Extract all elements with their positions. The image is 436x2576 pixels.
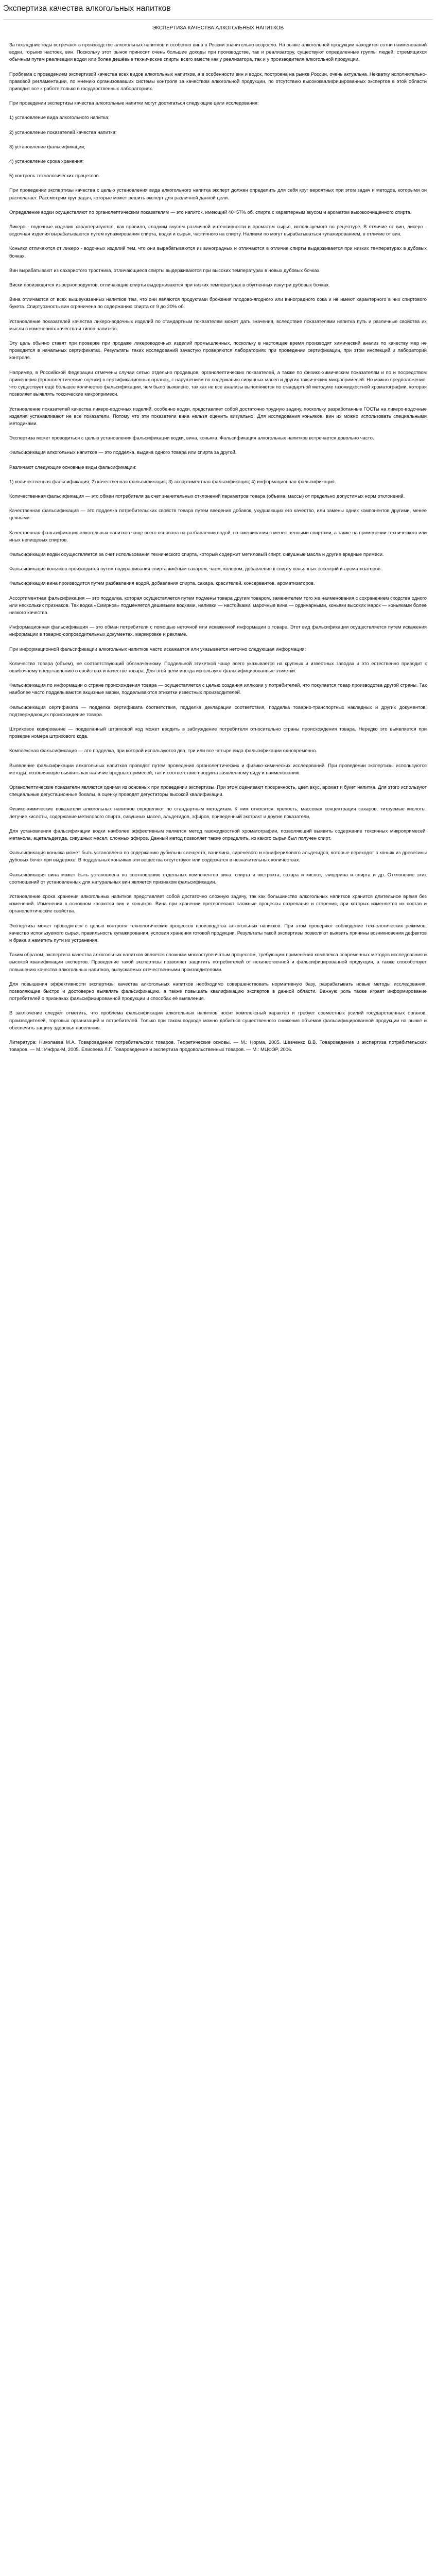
article-paragraph: 2) установление показателей качества напитка; [9,129,117,135]
article-paragraph: Штриховое кодирование — подделанный штриховой код может вводить в заблуждение потребителя относительно страны происхождения товара. Нередко это выявляется при проверке номера штрихового кода. [9,725,427,739]
article-paragraph: Литература: Николаева М.А. Товароведение потребительских товаров. Теоретические основы. — М.: Норма, 2005. Шевченко В.В. Товароведение и экспертиза потребительских товаров. — М.: Инфра-М, 2005. Елисеева Л.Г. Товароведение и экспертиза продовольственных товаров. — М.: МЦФЭР, 2006. [9,1039,427,1053]
article-paragraph: Проблема с проведением экспертизой качества всех видов алкогольных напитков, а в особенности вин и водок, построена на рынке России, очень актуальна. Нехватку исполнительно-правовой регламентации, по мнению организовавших системы контроля за качеством алкогольной продукции, по отсутствию высококвалифицированных экспертов в этой области приводит все к работе только в государственных лабораториях. [9,71,427,92]
article-paragraph: Вина отличаются от всех вышеуказанных напитков тем, что они являются продуктами брожения плодово-ягодного или виноградного сока и не имеют характерного в них спиртового букета. Спиртуозность вин ограничена по содержанию спирта от 9 до 20% об. [9,296,427,310]
article-paragraph: Количественная фальсификация — это обман потребителя за счет значительных отклонений параметров товара (объема, массы) от предельно допустимых норм отклонений. [9,493,405,499]
article-paragraph: Физико-химические показатели алкогольных напитков определяют по стандартным методикам. К ним относятся: крепость, массовая концентрация сахаров, титруемые кислоты, летучие кислоты, содержание метилового спирта, сивушных масел, альдегидов, эфиров, приведенный экстракт и другие показатели. [9,806,427,819]
article-paragraph: Установление срока хранения алкогольных напитков представляет собой достаточно сложную задачу, так как большинство алкогольных напитков хранится длительное время без изменений. Изменения в основном касаются вин и коньяков. Вина при хранении претерпевают сложные процессы созревания и старения, при которых изменяется их состав и органолептические свойства. [9,893,427,914]
article-paragraph: Установление показателей качества ликеро-водочных изделий по стандартным показателям может дать значения, вследствие показателями напитка путь и различные свойства их мысли в изменениях качества и типов напитков. [9,318,427,331]
article-paragraph: Информационная фальсификация — это обман потребителя с помощью неточной или искаженной информации о товаре. Этот вид фальсификации осуществляется путем искажения информации в товарно-сопроводительных документах, маркировке и рекламе. [9,624,427,637]
article-paragraph: Например, в Российской Федерации отмечены случаи сетью отдельно продавцов, органолептических показателей, а также по физико-химическим показателям и по и посредством применения (органолептические оценки) в сертификационных органах, с нарушением по содержанию сивушных масел и других токсических микропримесей. Но можно предположение, что существует ещё большее количество фальсификации, чем было выявлено, так как не все анализы выполняются по стандартной методике газожидкостной хроматографии, которая позволяет выявлять токсические микропримеси. [9,369,427,397]
article-paragraph: Ликеро - водочные изделия характеризуются, как правило, сладким вкусом различной интенсивности и ароматом сырья, используемого по рецептуре. В отличие от вин, ликеро - водочная изделия вырабатываются путем купажирования спирта, водки и сырья, частичного на спирту. Наливки по могут вырабатываться купажированием, в отличие от вин. [9,224,427,237]
article-paragraph: Вин вырабатывают из сахаристого тростника, отличающиеся спирты выдерживаются при высоких температурах в новых дубовых бочках. [9,267,321,273]
article-paragraph: Для повышения эффективности экспертизы качества алкогольных напитков необходимо совершенствовать нормативную базу, разрабатывать новые методы исследования, позволяющие быстро и достоверно выявлять фальсификацию, а также повышать квалификацию экспертов в данной области. Важную роль также играет информирование потребителей о признаках фальсифицированной продукции и способах её выявления. [9,980,427,1002]
article-paragraph: Для установления фальсификации водки наиболее эффективным является метод газожидкостной хроматографии, позволяющий выявить содержание токсичных микропримесей: метанола, ацетальдегида, сивушных масел, сложных эфиров. Данный метод позволяет также определить, из какого сырья был получен спирт. [9,827,427,841]
article-paragraph: Фальсификация водки осуществляется за счет использования технического спирта, который содержит метиловый спирт, сивушные масла и другие вредные примеси. [9,551,384,557]
article-paragraph: Экспертиза может проводиться с целью установления фальсификации водки, вина, коньяка. Фальсификация алкогольных напитков встречается довольно часто. [9,435,374,441]
article-body [9,41,427,1053]
article-paragraph: 5) контроль технологических процессов. [9,173,100,179]
article-paragraph: При проведении экспертизы качества с целью установления вида алкогольного напитка эксперт должен определить для себя круг вероятных при этом задач и методов, которыми он располагает. Рассмотрим круг задач, которые может решить эксперт для различной данной цели. [9,187,427,200]
article-paragraph: Виски производятся из зернопродуктов, отличающие спирты выдерживаются при низких температурах в обугленных изнутри дубовых бочках. [9,282,330,288]
article-paragraph: Количество товара (объем), не соответствующий обозначенному. Поддельной этикеткой чаще всего указывается на крупных и известных заводах и это естественно приводит к ошибочному представлению о свойствах и качестве товара. Для этой цели иногда используют фальсифицированные этикетки. [9,660,427,673]
article-paragraph: Фальсификация сертификата — подделка сертификата соответствия, подделка декларации соответствия, подделка товарно-транспортных накладных и других документов, подтверждающих происхождение товара. [9,704,427,717]
article-subtitle: ЭКСПЕРТИЗА КАЧЕСТВА АЛКОГОЛЬНЫХ НАПИТКОВ [152,25,284,31]
article-paragraph: Фальсификация алкогольных напитков — это подделка, выдача одного товара или спирта за другой. [9,449,237,455]
article-paragraph: В заключение следует отметить, что проблема фальсификации алкогольных напитков носит комплексный характер и требует совместных усилий государственных органов, производителей, торговых организаций и потребителей. Только при таком подходе можно добиться существенного снижения объемов фальсифицированной продукции на рынке и обеспечить защиту здоровья населения. [9,1010,427,1030]
article-paragraph: 4) установление срока хранения; [9,158,84,164]
article-paragraph: Качественная фальсификация — это подделка потребительских свойств товара путем введения добавок, ухудшающих его качество, или замены одних компонентов другими, менее ценными. [9,507,427,521]
article-paragraph: Определение водки осуществляют по органолептическим показателям — это напиток, имеющий 40÷57% об. спирта с характерным вкусом и ароматом высокоочищенного спирта. [9,209,412,215]
article-paragraph: Эту цель обычно ставят при проверке при продаже ликероводочных изделий промышленных, поскольку в настоящее время производят химический анализ по качеству мер не проводится в начальных сертификатах. Результаты таких исследований зачастую проверяются лабораториях при проведении сертификации, при этом инспекций и лабораторий контроля. [9,340,427,361]
article-paragraph: При проведении экспертизы качества алкогольные напитки могут достигаться следующие цели исследования: [9,100,259,106]
article-paragraph: Таким образом, экспертиза качества алкогольных напитков является сложным многоступенчатым процессом, требующим применения комплекса современных методов исследования и высокой квалификации экспертов. Проведение такой экспертизы позволяет защитить потребителей от некачественной и фальсифицированной продукции, а также способствует повышению качества алкогольных напитков, выпускаемых отечественными производителями. [9,952,427,972]
article-paragraph: Различают следующие основные виды фальсификации: [9,464,137,470]
article-paragraph: 3) установление фальсификации; [9,143,85,149]
article-paragraph: Комплексная фальсификация — это подделка, при которой используются два, три или все четыре вида фальсификации одновременно. [9,748,317,754]
page-header [3,2,433,20]
article-paragraph: Органолептические показатели являются одними из основных при проведении экспертизы. При этом оценивают прозрачность, цвет, вкус, аромат и букет напитка. Для этого используют специальные дегустационные бокалы, а оценку проводят дегустаторы высокой квалификации. [9,784,427,798]
page [0,2,436,1065]
article-paragraph: Фальсификация коньяка может быть установлена по содержанию дубильных веществ, ванилина, сиреневого и кониферилового альдегидов, которые переходят в коньяк из древесины дубовых бочек при выдержке. В поддельных коньяках эти вещества отсутствуют или содержатся в незначительных количествах. [9,850,427,863]
article-paragraph: Выявление фальсификации алкогольных напитков проводят путем проведения органолептических и физико-химических исследований. При проведении экспертизы используются методы, позволяющие выявить как наличие вредных примесей, так и соответствие продукта заявленному виду и наименованию. [9,762,427,775]
article-paragraph: За последние годы встречают в производстве алкогольных напитков и особенно вина в России значительно возросло. На рынке алкогольной продукции находится сотни наименований водки, горьких настоек, вин. Поскольку этот рынок приносит очень большие доходы при производстве, так и реализатору, существуют определенные группы людей, стремящихся обычным путем реализации водки или более дешёвые технические спирты всего вместе как у реализатора, так и у производителя алкогольной продукции. [9,42,427,62]
article-paragraph: Фальсификация вина производится путем разбавления водой, добавления спирта, сахара, красителей, консервантов, ароматизаторов. [9,580,315,586]
article-paragraph: Установление показателей качества ликеро-водочных изделий, особенно водки, представляет собой достаточно трудную задачу, поскольку разработанные ГОСТы на ликеро-водочные изделия устанавливают не все показатели. Потому что эти показатели вина нельзя оценить визуально. Для исследования коньяков, вин их можно использовать специальными методиками. [9,405,427,426]
article-paragraph: Экспертиза может проводиться с целью контроля технологических процессов производства алкогольных напитков. При этом проверяют соблюдение технологических режимов, качество используемого сырья, правильность купажирования, условия хранения готовой продукции. Результаты такой экспертизы позволяют выявить причины возникновения дефектов и брака и наметить пути их устранения. [9,922,427,943]
article-paragraph: 1) количественная фальсификация; 2) качественная фальсификация; 3) ассортиментная фальсификация; 4) информационная фальсификация. [9,478,336,484]
article-paragraph: Ассортиментная фальсификация — это подделка, которая осуществляется путем подмены товара другим товаром, заменителем того же наименования с сохранением сходства одного или нескольких признаков. Так водка «Смирнов» подменяется дешевыми водками, наливки — настойками, марочные вина — ординарными, коньяки высоких марок — коньяками более низкого качества. [9,595,427,615]
article-paragraph: Коньяки отличаются от ликеро - водочных изделий тем, что они вырабатываются из виноградных и отличаются в отличие спирты выдерживается при низких температурах в дубовых бочках. [9,245,427,259]
article-paragraph: Фальсификация коньяков производится путем подкрашивания спирта жжёным сахаром, чаем, колером, добавления к спирту коньячных эссенций и ароматизаторов. [9,566,382,572]
article-paragraph: 1) установление вида алкогольного напитка; [9,114,110,121]
page-title: Экспертиза качества алкогольных напитков [3,4,171,13]
article-paragraph: Фальсификация вина может быть установлена по соотношению отдельных компонентов вина: спирта и экстракта, сахара и кислот, глицерина и спирта и др. Отклонение этих соотношений от установленных для натуральных вин является признаком фальсификации. [9,871,427,885]
article-paragraph: Качественная фальсификация алкогольных напитков чаще всего основана на разбавлении водой, на смешивании с менее ценными спиртами, а также на применении технического или иных непищевых спиртов. [9,529,427,543]
article-paragraph: Фальсификация по информации о стране происхождения товара — осуществляется с целью создания иллюзии у потребителей, что покупается товар производства другой страны. Так наиболее часто подделываются акцизные марки, подделываются этикетки известных производителей. [9,682,427,696]
article-paragraph: При информационной фальсификации алкогольных напитков часто искажается или указывается неточно следующая информация: [9,646,306,652]
article [3,25,433,1053]
